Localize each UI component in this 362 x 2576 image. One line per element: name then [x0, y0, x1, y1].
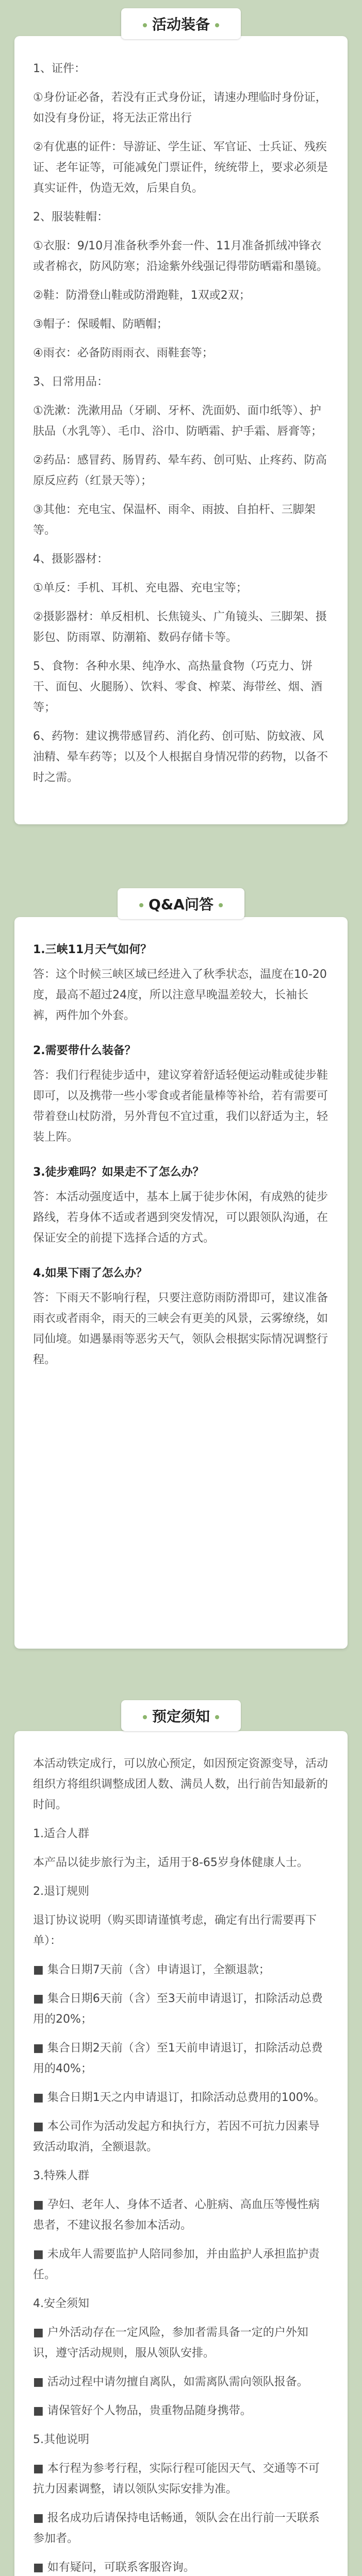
notice-content	[33, 1754, 329, 2576]
notice-paragraph: 本产品以徒步旅行为主，适用于8-65岁身体健康人士。	[33, 1856, 308, 1869]
title-dot-icon	[215, 1715, 219, 1719]
notice-paragraph: 2.退订规则	[33, 1885, 89, 1898]
qa-answer: 答：本活动强度适中，基本上属于徒步休闲，有成熟的徒步路线，若身体不适或者遇到突发情况，可以跟领队沟通，在保证安全的前提下选择合适的方式。	[33, 1191, 328, 1245]
equipment-paragraph: 1、证件：	[33, 62, 86, 75]
notice-paragraph: ■ 活动过程中请勿擅自离队，如需离队需向领队报备。	[33, 2376, 308, 2388]
equipment-paragraph: ④雨衣：必备防雨雨衣、雨鞋套等；	[33, 347, 213, 360]
notice-paragraph: 退订协议说明（购买即请谨慎考虑，确定有出行需要再下单）：	[33, 1914, 317, 1947]
equipment-paragraph: 4、摄影器材：	[33, 553, 108, 566]
notice-paragraph: ■ 集合日期6天前（含）至3天前申请退订，扣除活动总费用的20%；	[33, 1992, 323, 2026]
notice-paragraph: 1.适合人群	[33, 1827, 89, 1840]
notice-section	[14, 1731, 348, 2576]
qa-question: 2.需要带什么装备？	[33, 1044, 136, 1057]
qa-answer: 答：这个时候三峡区域已经进入了秋季状态，温度在10-20度，最高不超过24度，所以注意早晚温差较大，长袖长裤，两件加个外套。	[33, 968, 327, 1022]
notice-paragraph: ■ 本行程为参考行程，实际行程可能因天气、交通等不可抗力因素调整，请以领队实际安排为准。	[33, 2462, 320, 2496]
notice-title-badge	[121, 1700, 241, 1731]
equipment-content	[33, 59, 329, 796]
equipment-paragraph: ①身份证必备，若没有正式身份证，请速办理临时身份证，如没有身份证，将无法正常出行	[33, 91, 327, 125]
equipment-paragraph: ②鞋：防滑登山鞋或防滑跑鞋，1双或2双；	[33, 289, 251, 302]
notice-paragraph: 本活动铁定成行，可以放心预定，如因预定资源变导，活动组织方将组织调整成团人数、满员人数，出行前告知最新的时间。	[33, 1757, 328, 1811]
equipment-paragraph: ③其他：充电宝、保温杯、雨伞、雨披、自拍杆、三脚架等。	[33, 503, 316, 537]
notice-paragraph: 5.其他说明	[33, 2433, 89, 2446]
equipment-paragraph: ②摄影器材：单反相机、长焦镜头、广角镜头、三脚架、摄影包、防雨罩、防潮箱、数码存储卡等。	[33, 611, 327, 644]
equipment-title-badge	[121, 8, 241, 39]
equipment-section	[14, 36, 348, 824]
equipment-paragraph: 3、日常用品：	[33, 376, 108, 388]
equipment-title: 活动装备	[152, 16, 210, 33]
equipment-paragraph: ②有优惠的证件：导游证、学生证、军官证、士兵证、残疾证、老年证等，可能减免门票证件，统统带上，要求必须是真实证件，伪造无效，后果自负。	[33, 141, 328, 195]
title-dot-icon	[215, 23, 219, 27]
notice-paragraph: 3.特殊人群	[33, 2170, 89, 2182]
notice-paragraph: ■ 请保管好个人物品，贵重物品随身携带。	[33, 2404, 252, 2417]
notice-paragraph: ■ 未成年人需要监护人陪同参加，并由监护人承担监护责任。	[33, 2248, 320, 2281]
notice-paragraph: ■ 集合日期1天之内申请退订，扣除活动总费用的100%。	[33, 2091, 325, 2104]
notice-paragraph: ■ 户外活动存在一定风险，参加者需具备一定的户外知识，遵守活动规则，服从领队安排。	[33, 2326, 308, 2360]
notice-title: 预定须知	[152, 1708, 210, 1725]
notice-paragraph: ■ 孕妇、老年人、身体不适者、心脏病、高血压等慢性病患者，不建议报名参加本活动。	[33, 2198, 320, 2232]
equipment-paragraph: ②药品：感冒药、肠胃药、晕车药、创可贴、止疼药、防高原反应药（红景天等）；	[33, 454, 327, 487]
title-dot-icon	[219, 903, 223, 907]
qa-section	[14, 917, 348, 1649]
qa-answer: 答：下雨天不影响行程，只要注意防雨防滑即可，建议准备雨衣或者雨伞，雨天的三峡会有更美的风景，云雾缭绕，如同仙境。如遇暴雨等恶劣天气，领队会根据实际情况调整行程。	[33, 1292, 328, 1366]
equipment-paragraph: 6、药物：建议携带感冒药、消化药、创可贴、防蚊液、风油精、晕车药等；以及个人根据自身情况带的药物，以备不时之需。	[33, 730, 328, 784]
qa-content	[33, 940, 329, 1385]
qa-question: 1.三峡11月天气如何？	[33, 943, 152, 956]
equipment-paragraph: ①单反：手机、耳机、充电器、充电宝等；	[33, 582, 248, 595]
title-dot-icon	[139, 903, 143, 907]
notice-paragraph: ■ 如有疑问，可联系客服咨询。	[33, 2561, 195, 2574]
equipment-paragraph: 2、服装鞋帽：	[33, 211, 108, 224]
qa-title: Q&A问答	[149, 896, 213, 913]
equipment-paragraph: ①洗漱：洗漱用品（牙刷、牙杯、洗面奶、面巾纸等）、护肤品（水乳等）、毛巾、浴巾、防晒霜、护手霜、唇膏等；	[33, 404, 323, 438]
qa-question: 4.如果下雨了怎么办？	[33, 1267, 147, 1280]
equipment-paragraph: 5、食物：各种水果、纯净水、高热量食物（巧克力、饼干、面包、火腿肠）、饮料、零食、榨菜、海带丝、烟、酒等；	[33, 660, 323, 714]
title-dot-icon	[143, 1715, 147, 1719]
notice-paragraph: ■ 集合日期7天前（含）申请退订，全额退款；	[33, 1963, 270, 1976]
notice-paragraph: ■ 本公司作为活动发起方和执行方，若因不可抗力因素导致活动取消，全额退款。	[33, 2120, 320, 2154]
notice-paragraph: 4.安全须知	[33, 2297, 89, 2310]
notice-paragraph: ■ 报名成功后请保持电话畅通，领队会在出行前一天联系参加者。	[33, 2512, 320, 2545]
title-dot-icon	[143, 23, 147, 27]
qa-title-badge	[118, 888, 244, 919]
equipment-paragraph: ③帽子：保暖帽、防晒帽；	[33, 318, 168, 331]
equipment-paragraph: ①衣服：9/10月准备秋季外套一件、11月准备抓绒冲锋衣或者棉衣，防风防寒；沿途紫外线强记得带防晒霜和墨镜。	[33, 240, 328, 273]
qa-question: 3.徒步难吗？如果走不了怎么办？	[33, 1166, 204, 1179]
notice-paragraph: ■ 集合日期2天前（含）至1天前申请退订，扣除活动总费用的40%；	[33, 2042, 323, 2075]
qa-answer: 答：我们行程徒步适中，建议穿着舒适轻便运动鞋或徒步鞋即可，以及携带一些小零食或者能量棒等补给，若有需要可带着登山杖防滑，另外背包不宜过重，我们以舒适为主，轻装上阵。	[33, 1069, 328, 1144]
